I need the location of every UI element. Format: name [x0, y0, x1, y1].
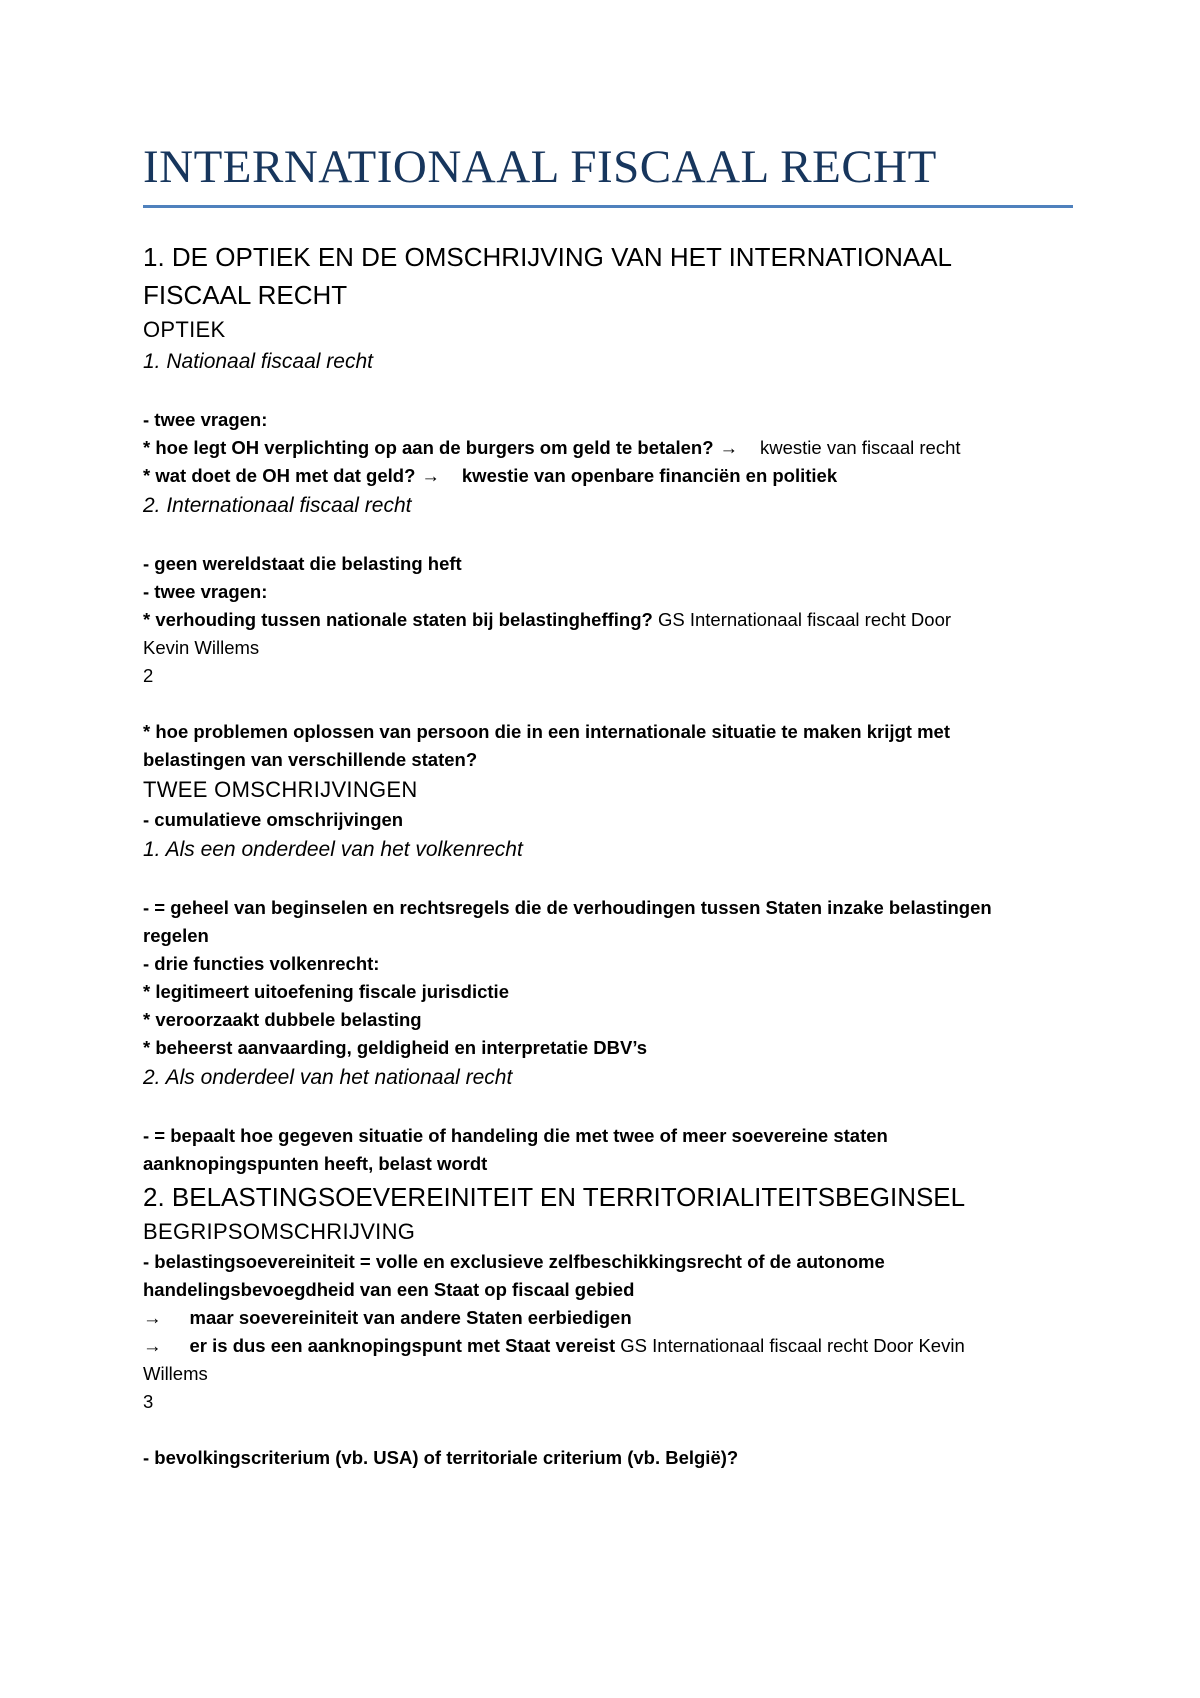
arrow-icon: →: [143, 1306, 162, 1328]
begripsomschrijving-heading: BEGRIPSOMSCHRIJVING: [143, 1218, 416, 1244]
document-title: INTERNATIONAAL FISCAAL RECHT: [143, 141, 937, 193]
cumulatieve: - cumulatieve omschrijvingen: [143, 808, 404, 830]
arrow-icon: →: [143, 1334, 162, 1356]
title-underline: [143, 205, 1073, 208]
bepaalt-line1: - = bepaalt hoe gegeven situatie of handeling die met twee of meer soevereine staten: [143, 1124, 888, 1146]
page-number: 3: [143, 1390, 154, 1412]
twee-vragen-1: - twee vragen:: [143, 408, 268, 430]
definitie-line1: - belastingsoevereiniteit = volle en exclusieve zelfbeschikkingsrecht of de autonome: [143, 1250, 885, 1272]
bepaalt-line2: aanknopingspunten heeft, belast wordt: [143, 1152, 488, 1174]
optiek-heading: OPTIEK: [143, 316, 226, 342]
arrow-icon: →: [719, 436, 739, 458]
page-footer-author: Willems: [143, 1362, 208, 1384]
arrow-icon: →: [421, 464, 440, 486]
arrow-item-2: → er is dus een aanknopingspunt met Staat vereist GS Internationaal fiscaal recht Door Kevin: [143, 1332, 1073, 1360]
drie-functies: - drie functies volkenrecht:: [143, 952, 380, 974]
page-footer: GS Internationaal fiscaal recht Door Kevin: [620, 1334, 965, 1356]
bevolkingscriterium: - bevolkingscriterium (vb. USA) of territoriale criterium (vb. België)?: [143, 1446, 739, 1468]
vraag-4-line2: belastingen van verschillende staten?: [143, 748, 478, 770]
vraag-2: * wat doet de OH met dat geld? → kwestie van openbare financiën en politiek: [143, 462, 1073, 490]
document-page: [143, 138, 1073, 1472]
subheading-nationaal: 1. Nationaal fiscaal recht: [143, 349, 373, 373]
twee-omschrijvingen-heading: TWEE OMSCHRIJVINGEN: [143, 776, 418, 802]
section-1-heading-line1: 1. DE OPTIEK EN DE OMSCHRIJVING VAN HET INTERNATIONAAL: [143, 241, 953, 272]
definitie-line2: handelingsbevoegdheid van een Staat op fiscaal gebied: [143, 1278, 635, 1300]
vraag-4-line1: * hoe problemen oplossen van persoon die in een internationale situatie te maken krijgt met: [143, 720, 950, 742]
geheel-line2: regelen: [143, 924, 209, 946]
vraag-1: * hoe legt OH verplichting op aan de burgers om geld te betalen? → kwestie van fiscaal recht: [143, 434, 1073, 462]
functie-1: * legitimeert uitoefening fiscale jurisdictie: [143, 980, 509, 1002]
subheading-internationaal: 2. Internationaal fiscaal recht: [143, 493, 412, 517]
section-1-heading-line2: FISCAAL RECHT: [143, 279, 348, 310]
page-footer-author: Kevin Willems: [143, 636, 260, 658]
functie-3: * beheerst aanvaarding, geldigheid en interpretatie DBV’s: [143, 1036, 648, 1058]
functie-2: * veroorzaakt dubbele belasting: [143, 1008, 422, 1030]
subheading-nationaal-recht: 2. Als onderdeel van het nationaal recht: [143, 1065, 513, 1089]
section-2-heading: 2. BELASTINGSOEVEREINITEIT EN TERRITORIALITEITSBEGINSEL: [143, 1181, 966, 1212]
geheel-line1: - = geheel van beginselen en rechtsregels die de verhoudingen tussen Staten inzake belastingen: [143, 896, 992, 918]
geen-wereldstaat: - geen wereldstaat die belasting heft: [143, 552, 462, 574]
arrow-item-1: → maar soevereiniteit van andere Staten eerbiedigen: [143, 1304, 1073, 1332]
twee-vragen-2: - twee vragen:: [143, 580, 268, 602]
subheading-volkenrecht: 1. Als een onderdeel van het volkenrecht: [143, 837, 523, 861]
vraag-3: * verhouding tussen nationale staten bij belastingheffing? GS Internationaal fiscaal recht Door: [143, 608, 952, 630]
page-footer: GS Internationaal fiscaal recht Door: [657, 608, 952, 630]
page-number: 2: [143, 664, 154, 686]
